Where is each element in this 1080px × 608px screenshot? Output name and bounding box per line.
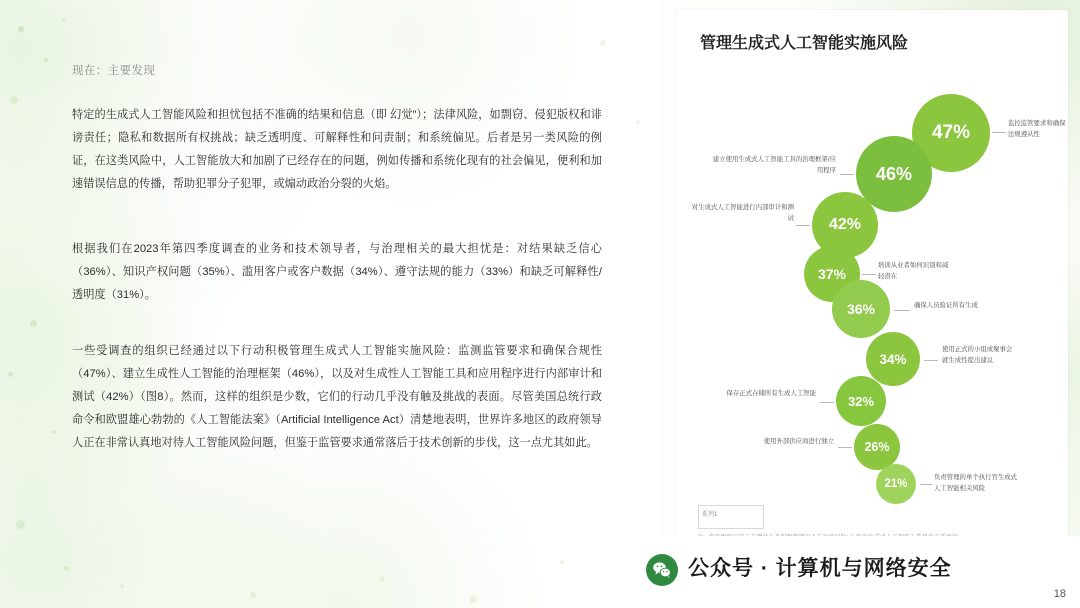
bubble-34 (866, 332, 920, 386)
callout-label-2: 建立使用生成式人工智能工具的治理框架/应用程序 (712, 156, 836, 175)
leader-line-4 (862, 274, 876, 275)
bubble-value-47: 47% (931, 122, 971, 143)
paragraph-2: 根据我们在2023年第四季度调查的业务和技术领导者，与治理相关的最大担忧是：对结果缺乏信心（36%）、知识产权问题（35%）、滥用客户或客户数据（34%）、遵守法规的能力（33%）和缺乏可解释性/透明度（31%）。 (72, 243, 602, 301)
page-number: 18 (1053, 588, 1066, 600)
chart-panel (676, 10, 1068, 555)
bubble-36 (832, 280, 890, 338)
callout-label-8: 使用外部供应商进行独立 (763, 438, 834, 445)
leader-line-3 (796, 225, 810, 226)
bubble-value-32: 32% (847, 393, 875, 409)
bubble-value-37: 37% (817, 266, 847, 282)
leader-line-1 (992, 132, 1006, 133)
callout-label-7: 保存正式存储所有生成人工智能 (726, 390, 816, 397)
bubble-value-34: 34% (879, 351, 907, 367)
bubble-value-42: 42% (828, 216, 862, 233)
chart-title: 管理生成式人工智能实施风险 (700, 35, 909, 52)
bubble-21 (876, 464, 916, 504)
callout-label-1: 监控监管要求和确保法规遵从性 (1008, 120, 1066, 139)
leader-line-6 (924, 360, 938, 361)
bubble-value-36: 36% (846, 301, 876, 317)
legend-label: 系列1 (702, 512, 718, 518)
leader-line-5 (894, 310, 910, 311)
leader-line-7 (820, 402, 834, 403)
leader-line-9 (920, 484, 932, 485)
leader-line-8 (838, 447, 852, 448)
paragraph-3: 一些受调查的组织已经通过以下行动积极管理生成式人工智能实施风险：监测监管要求和确保合规性（47%）、建立生成性人工智能的治理框架（46%），以及对生成性人工智能工具和应用程序进行内部审计和测试（42%）（图8）。然而，这样的组织是少数，它们的行动几乎没有触及挑战的表面。尽管美国总统行政命令和欧盟雄心勃勃的《人工智能法案》（Artificial Intelligence Act）清楚地表明，世界许多地区的政府领导人正在非常认真地对待人工智能风险问题，但鉴于监管要求通常落后于技术创新的步伐，这一点尤其如此。 (72, 345, 602, 449)
callout-label-6: 使用正式的小组或聚事会就生成性提出建议 (942, 346, 1013, 365)
callout-label-5: 确保人员验证所有生成 (914, 302, 978, 309)
callout-label-9: 负责管理的单个执行官生成式人工智能相关风险 (934, 474, 1018, 493)
bubble-32 (836, 376, 886, 426)
callout-label-3: 对生成式人工智能进行内部审计和测试 (691, 204, 794, 223)
bubble-chart (676, 80, 1068, 500)
wechat-icon (646, 554, 678, 586)
section-kicker: 现在：主要发现 (72, 65, 156, 77)
paragraph-1: 特定的生成式人工智能风险和担忧包括不准确的结果和信息（即 幻觉”）；法律风险，如剽窃、侵犯版权和诽谤责任；隐私和数据所有权挑战；缺乏透明度、可解释性和问责制；和系统偏见。后者是另一类风险的例证，在这类风险中，人工智能放大和加剧了已经存在的问题，例如传播和系统化现有的社会偏见，便利和加速错误信息的传播，帮助犯罪分子犯罪，或煽动政治分裂的火焰。 (72, 109, 602, 190)
bubble-value-21: 21% (884, 478, 908, 490)
bubble-value-26: 26% (864, 440, 890, 454)
banner-text: 公众号 · 计算机与网络安全 (688, 557, 952, 580)
bubble-value-46: 46% (875, 163, 913, 184)
leader-line-2 (840, 174, 854, 175)
callout-label-4: 培训从业者如何识别和减轻潜在 (878, 262, 949, 281)
